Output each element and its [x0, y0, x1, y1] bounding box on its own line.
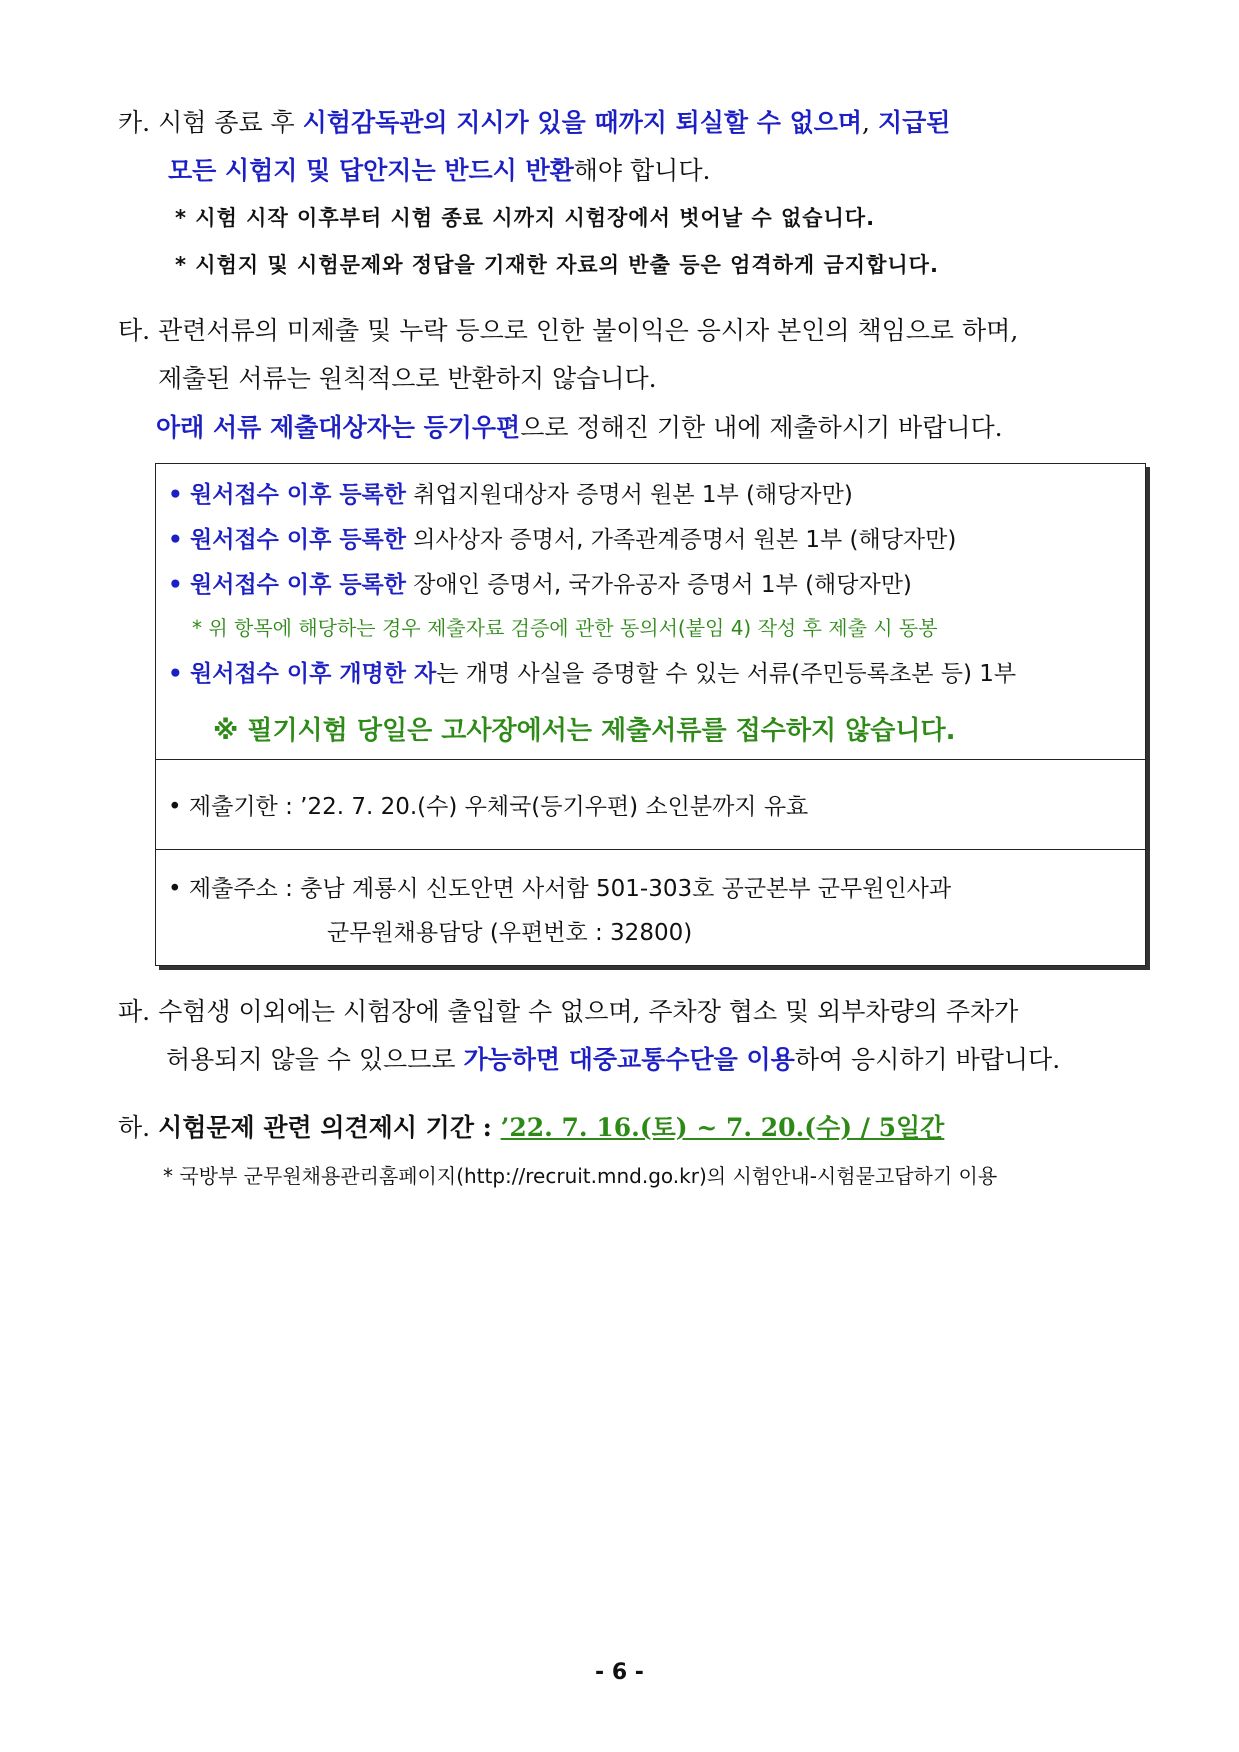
item-pa-text2: 허용되지 않을 수 있으므로	[166, 1045, 464, 1074]
item-ka-emphasis: 시험감독관의 지시가 있을 때까지 퇴실할 수 없으며	[302, 108, 863, 137]
submission-item-3-text: 장애인 증명서, 국가유공자 증명서 1부 (해당자만)	[406, 572, 912, 598]
item-ta-line1	[118, 311, 1018, 347]
submission-item-3	[168, 566, 912, 599]
submission-item-2-text: 의사상자 증명서, 가족관계증명서 원본 1부 (해당자만)	[406, 527, 957, 553]
submission-item-1-text: 취업지원대상자 증명서 원본 1부 (해당자만)	[406, 482, 853, 508]
submission-address-section	[156, 850, 1145, 967]
bullet: •	[168, 661, 183, 687]
submission-item-2	[168, 521, 956, 554]
submission-address-line1	[168, 870, 951, 903]
item-pa-line1	[118, 992, 1018, 1028]
submission-warning: ※ 필기시험 당일은 고사장에서는 제출서류를 접수하지 않습니다.	[213, 716, 956, 746]
item-pa-line2	[166, 1040, 1060, 1076]
submission-item-4-text: 는 개명 사실을 증명할 수 있는 서류(주민등록초본 등) 1부	[436, 661, 1017, 687]
item-ha-note: * 국방부 군무원채용관리홈페이지(http://recruit.mnd.go.kr)의 시험안내-시험묻고답하기 이용	[163, 1164, 998, 1188]
submission-item-2-emphasis: 원서접수 이후 등록한	[190, 527, 406, 553]
item-ta-line2: 제출된 서류는 원칙적으로 반환하지 않습니다.	[158, 364, 657, 393]
submission-item-3-note: * 위 항목에 해당하는 경우 제출자료 검증에 관한 동의서(붙임 4) 작성 후 제출 시 동봉	[192, 616, 938, 640]
item-ka-note2: * 시험지 및 시험문제와 정답을 기재한 자료의 반출 등은 엄격하게 금지합니다.	[175, 253, 939, 277]
page-number: - 6 -	[595, 1660, 644, 1685]
submission-item-4-emphasis: 원서접수 이후 개명한 자	[190, 661, 437, 687]
submission-address-text: 제출주소 : 충남 계룡시 신도안면 사서함 501-303호 공군본부 군무원인사과	[188, 876, 952, 902]
item-ha-label: 시험문제 관련 의견제시 기간 :	[158, 1113, 501, 1142]
submission-deadline	[168, 788, 808, 821]
submission-deadline-text: 제출기한 : ’22. 7. 20.(수) 우체국(등기우편) 소인분까지 유효	[188, 794, 809, 820]
item-pa-text3: 하여 응시하기 바랍니다.	[794, 1045, 1061, 1074]
item-ka-text2: 해야 합니다.	[573, 156, 711, 185]
item-ka-note1: * 시험 시작 이후부터 시험 종료 시까지 시험장에서 벗어날 수 없습니다.	[175, 206, 876, 230]
item-ka-emphasis3: 모든 시험지 및 답안지는 반드시 반환	[168, 156, 574, 185]
submission-item-1-emphasis: 원서접수 이후 등록한	[190, 482, 406, 508]
item-ha-marker: 하.	[118, 1113, 151, 1142]
submission-deadline-section	[156, 760, 1145, 850]
item-ta-text: 관련서류의 미제출 및 누락 등으로 인한 불이익은 응시자 본인의 책임으로 하며,	[158, 316, 1019, 345]
item-ka-text: 시험 종료 후	[158, 108, 303, 137]
item-pa-marker: 파.	[118, 997, 151, 1026]
item-pa-text: 수험생 이외에는 시험장에 출입할 수 없으며, 주차장 협소 및 외부차량의 주차가	[158, 997, 1019, 1026]
item-ka-comma: ,	[862, 108, 878, 137]
bullet: •	[168, 527, 183, 553]
submission-box	[155, 463, 1146, 966]
submission-item-1	[168, 476, 853, 509]
bullet: •	[168, 876, 182, 902]
submission-address-line2: 군무원채용담당 (우편번호 : 32800)	[327, 920, 693, 946]
bullet: •	[168, 572, 183, 598]
submission-item-3-emphasis: 원서접수 이후 등록한	[190, 572, 406, 598]
item-ha-line1	[118, 1108, 944, 1144]
submission-item-4	[168, 655, 1016, 688]
item-ta-emphasis: 아래 서류 제출대상자는 등기우편	[156, 413, 521, 442]
item-ta-text3: 으로 정해진 기한 내에 제출하시기 바랍니다.	[520, 413, 1003, 442]
bullet: •	[168, 794, 182, 820]
item-ha-period: ’22. 7. 16.(토) ~ 7. 20.(수) / 5일간	[500, 1113, 945, 1142]
item-ka-emphasis2: 지급된	[877, 108, 951, 137]
item-ka-line2	[168, 151, 710, 187]
item-ka-marker: 카.	[118, 108, 151, 137]
submission-items-section	[156, 464, 1145, 760]
item-ta-marker: 타.	[118, 316, 151, 345]
item-pa-emphasis: 가능하면 대중교통수단을 이용	[463, 1045, 795, 1074]
bullet: •	[168, 482, 183, 508]
item-ka-line1	[118, 103, 950, 139]
item-ta-line3	[156, 408, 1003, 444]
